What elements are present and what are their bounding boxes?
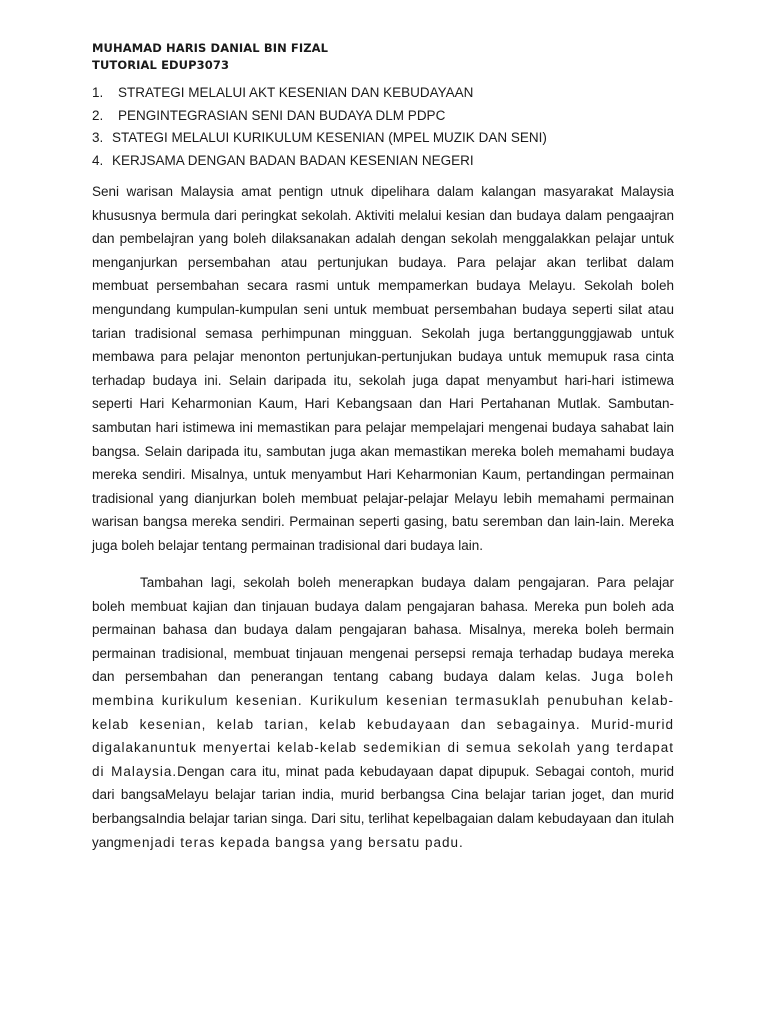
strategy-number: 2.: [92, 107, 104, 123]
paragraph-2-segment-3: Dengan cara itu, minat pada kebudayaan dapat dipupuk. Sebagai contoh, murid dari bangsaMelayu belajar tarian india, murid berbangsa Cina belajar tarian joget, dan murid berbangsaIndia belajar tarian singa. Dari situ, terlihat kepelbagaian dalam kebudayaan dan itulah yang: [92, 763, 674, 850]
strategy-item-4: [92, 150, 674, 173]
strategy-item-3: [92, 127, 674, 150]
strategy-text: KERJSAMA DENGAN BADAN BADAN KESENIAN NEGERI: [112, 152, 474, 168]
strategy-item-2: [92, 105, 674, 128]
body-paragraph-2: [92, 571, 674, 854]
course-code: TUTORIAL EDUP3073: [92, 58, 230, 72]
strategy-text: STRATEGI MELALUI AKT KESENIAN DAN KEBUDAYAAN: [118, 85, 474, 100]
paragraph-2-segment-1: Tambahan lagi, sekolah boleh menerapkan budaya dalam pengajaran. Para pelajar boleh membuat kajian dan tinjauan budaya dalam pengajaran bahasa. Mereka pun boleh ada permainan bahasa dan budaya dalam pengajaran bahasa. Misalnya, mereka boleh bermain permainan tradisional, membuat tinjauan mengenai persepsi remaja terhadap budaya mereka dan persembahan dan penerangan tentang cabang budaya dalam kelas.: [92, 575, 674, 685]
body-paragraph-1: Seni warisan Malaysia amat pentign utnuk dipelihara dalam kalangan masyarakat Malaysia khususnya bermula dari peringkat sekolah. Aktiviti melalui kesian dan budaya dalam pengaajran dan pembelajran yang boleh dilaksanakan adalah dengan sekolah menggalakkan pelajar untuk menganjurkan persembahan atau pertunjukan budaya. Para pelajar akan terlibat dalam membuat persembahan secara rasmi untuk mempamerkan budaya Melayu. Sekolah boleh mengundang kumpulan-kumpulan seni untuk membuat persembahan budaya seperti silat atau tarian tradisional semasa perhimpunan mingguan. Sekolah juga bertanggunggjawab untuk membawa para pelajar menonton pertunjukan-pertunjukan budaya untuk memupuk rasa cinta terhadap budaya ini. Selain daripada itu, sekolah juga dapat menyambut hari-hari istimewa seperti Hari Keharmonian Kaum, Hari Kebangsaan dan Hari Pertahanan Mutlak. Sambutan-sambutan hari istimewa ini memastikan para pelajar mempelajari mengenai budaya sahabat lain bangsa. Selain daripada itu, sambutan juga akan memastikan mereka boleh memahami budaya mereka sendiri. Misalnya, untuk menyambut Hari Keharmonian Kaum, pertandingan permainan tradisional yang dianjurkan boleh membuat pelajar-pelajar Melayu lebih memahami permainan warisan bangsa mereka sendiri. Permainan seperti gasing, batu seremban dan lain-lain. Mereka juga boleh belajar tentang permainan tradisional dari budaya lain.: [92, 184, 674, 553]
paragraph-2-segment-4: menjadi teras kepada bangsa yang bersatu padu.: [121, 834, 464, 850]
strategy-number: 3.: [92, 130, 104, 145]
document-page: [92, 40, 674, 868]
strategy-text: PENGINTEGRASIAN SENI DAN BUDAYA DLM PDPC: [118, 107, 446, 123]
strategy-number: 1.: [92, 85, 104, 100]
strategy-item-1: [92, 82, 674, 105]
author-name: MUHAMAD HARIS DANIAL BIN FIZAL: [92, 41, 329, 55]
paragraph-2-segment-2: Juga boleh membina kurikulum kesenian. Kurikulum kesenian termasuklah penubuhan kelab-kelab kesenian, kelab tarian, kelab kebudayaan dan sebagainya. Murid-murid digalakanuntuk menyertai kelab-kelab sedemikian di semua sekolah yang terdapat di Malaysia.: [92, 669, 674, 779]
strategy-list: [92, 82, 674, 172]
strategy-text: STATEGI MELALUI KURIKULUM KESENIAN (MPEL MUZIK DAN SENI): [112, 130, 547, 145]
strategy-number: 4.: [92, 152, 104, 168]
